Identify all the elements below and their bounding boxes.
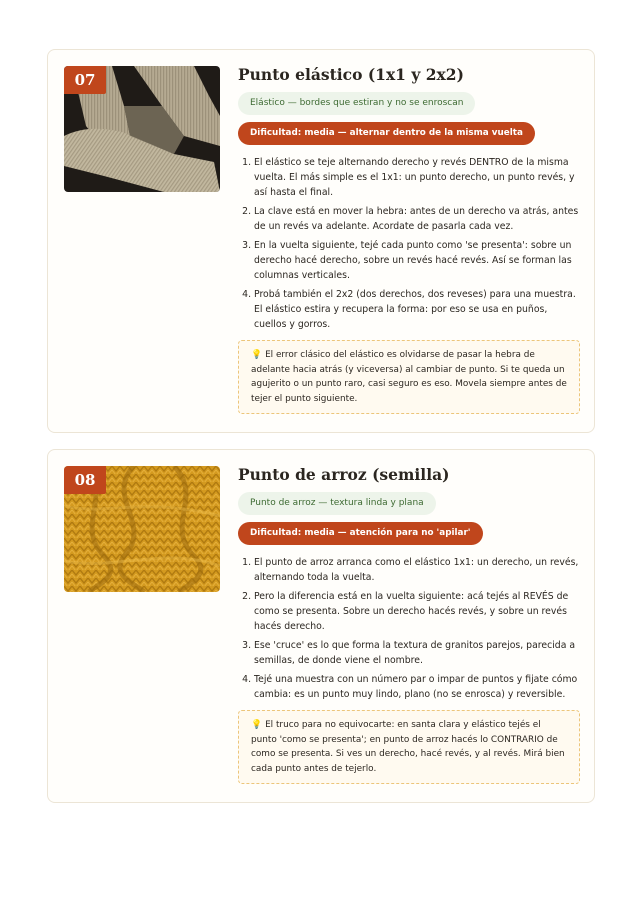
steps-list bbox=[238, 555, 580, 702]
difficulty-badge: Dificultad: media — alternar dentro de la misma vuelta bbox=[238, 122, 535, 145]
lightbulb-icon: 💡 bbox=[251, 720, 263, 730]
tip-text: El truco para no equivocarte: en santa clara y elástico tejés el punto 'como se presenta'; en punto de arroz hacés lo CONTRARIO de como se presenta. Si ves un derecho, hacé revés, y al revés. Mirá bien cada punto antes de tejerlo. bbox=[251, 720, 565, 774]
ribbed-socks-photo bbox=[64, 66, 220, 192]
step-item: 3. En la vuelta siguiente, tejé cada punto como 'se presenta': sobre un derecho hacé derecho, sobre un revés hacé revés. Así se forman las columnas verticales. bbox=[254, 238, 580, 283]
step-item: 1. El punto de arroz arranca como el elástico 1x1: un derecho, un revés, alternando toda la vuelta. bbox=[254, 555, 580, 585]
technique-tag: Punto de arroz — textura linda y plana bbox=[238, 492, 436, 515]
lesson-title: Punto de arroz (semilla) bbox=[238, 465, 450, 484]
step-item: 4. Tejé una muestra con un número par o impar de puntos y fijate cómo cambia: es un punto muy lindo, plano (no se enrosca) y reversible. bbox=[254, 672, 580, 702]
technique-tag: Elástico — bordes que estiran y no se enroscan bbox=[238, 92, 475, 115]
difficulty-badge: Dificultad: media — atención para no 'apilar' bbox=[238, 522, 483, 545]
tip-box bbox=[238, 340, 580, 414]
lesson-content bbox=[238, 64, 580, 414]
lesson-number-badge: 08 bbox=[64, 466, 106, 494]
tip-text: El error clásico del elástico es olvidarse de pasar la hebra de adelante hacia atrás (y viceversa) al cambiar de punto. Si te queda un agujerito o un punto raro, casi seguro es eso. Movela siempre antes de tejer el punto siguiente. bbox=[251, 350, 567, 404]
mustard-cable-knit-photo bbox=[64, 466, 220, 592]
step-item: 2. Pero la diferencia está en la vuelta siguiente: acá tejés al REVÉS de como se presenta. Sobre un derecho hacés revés, y sobre un revés hacés derecho. bbox=[254, 589, 580, 634]
steps-list bbox=[238, 155, 580, 332]
step-item: 3. Ese 'cruce' es lo que forma la textura de granitos parejos, parecida a semillas, de donde viene el nombre. bbox=[254, 638, 580, 668]
lesson-card-08 bbox=[47, 449, 595, 803]
lesson-content bbox=[238, 464, 580, 784]
tip-box bbox=[238, 710, 580, 784]
lesson-title: Punto elástico (1x1 y 2x2) bbox=[238, 65, 464, 84]
lightbulb-icon: 💡 bbox=[251, 350, 263, 360]
lesson-card-07 bbox=[47, 49, 595, 433]
step-item: 2. La clave está en mover la hebra: antes de un derecho va atrás, antes de un revés va adelante. Acordate de pasarla cada vez. bbox=[254, 204, 580, 234]
lesson-number-badge: 07 bbox=[64, 66, 106, 94]
step-item: 1. El elástico se teje alternando derecho y revés DENTRO de la misma vuelta. El más simple es el 1x1: un punto derecho, un punto revés, y así hasta el final. bbox=[254, 155, 580, 200]
step-item: 4. Probá también el 2x2 (dos derechos, dos reveses) para una muestra. El elástico estira y recupera la forma: por eso se usa en puños, cuellos y gorros. bbox=[254, 287, 580, 332]
